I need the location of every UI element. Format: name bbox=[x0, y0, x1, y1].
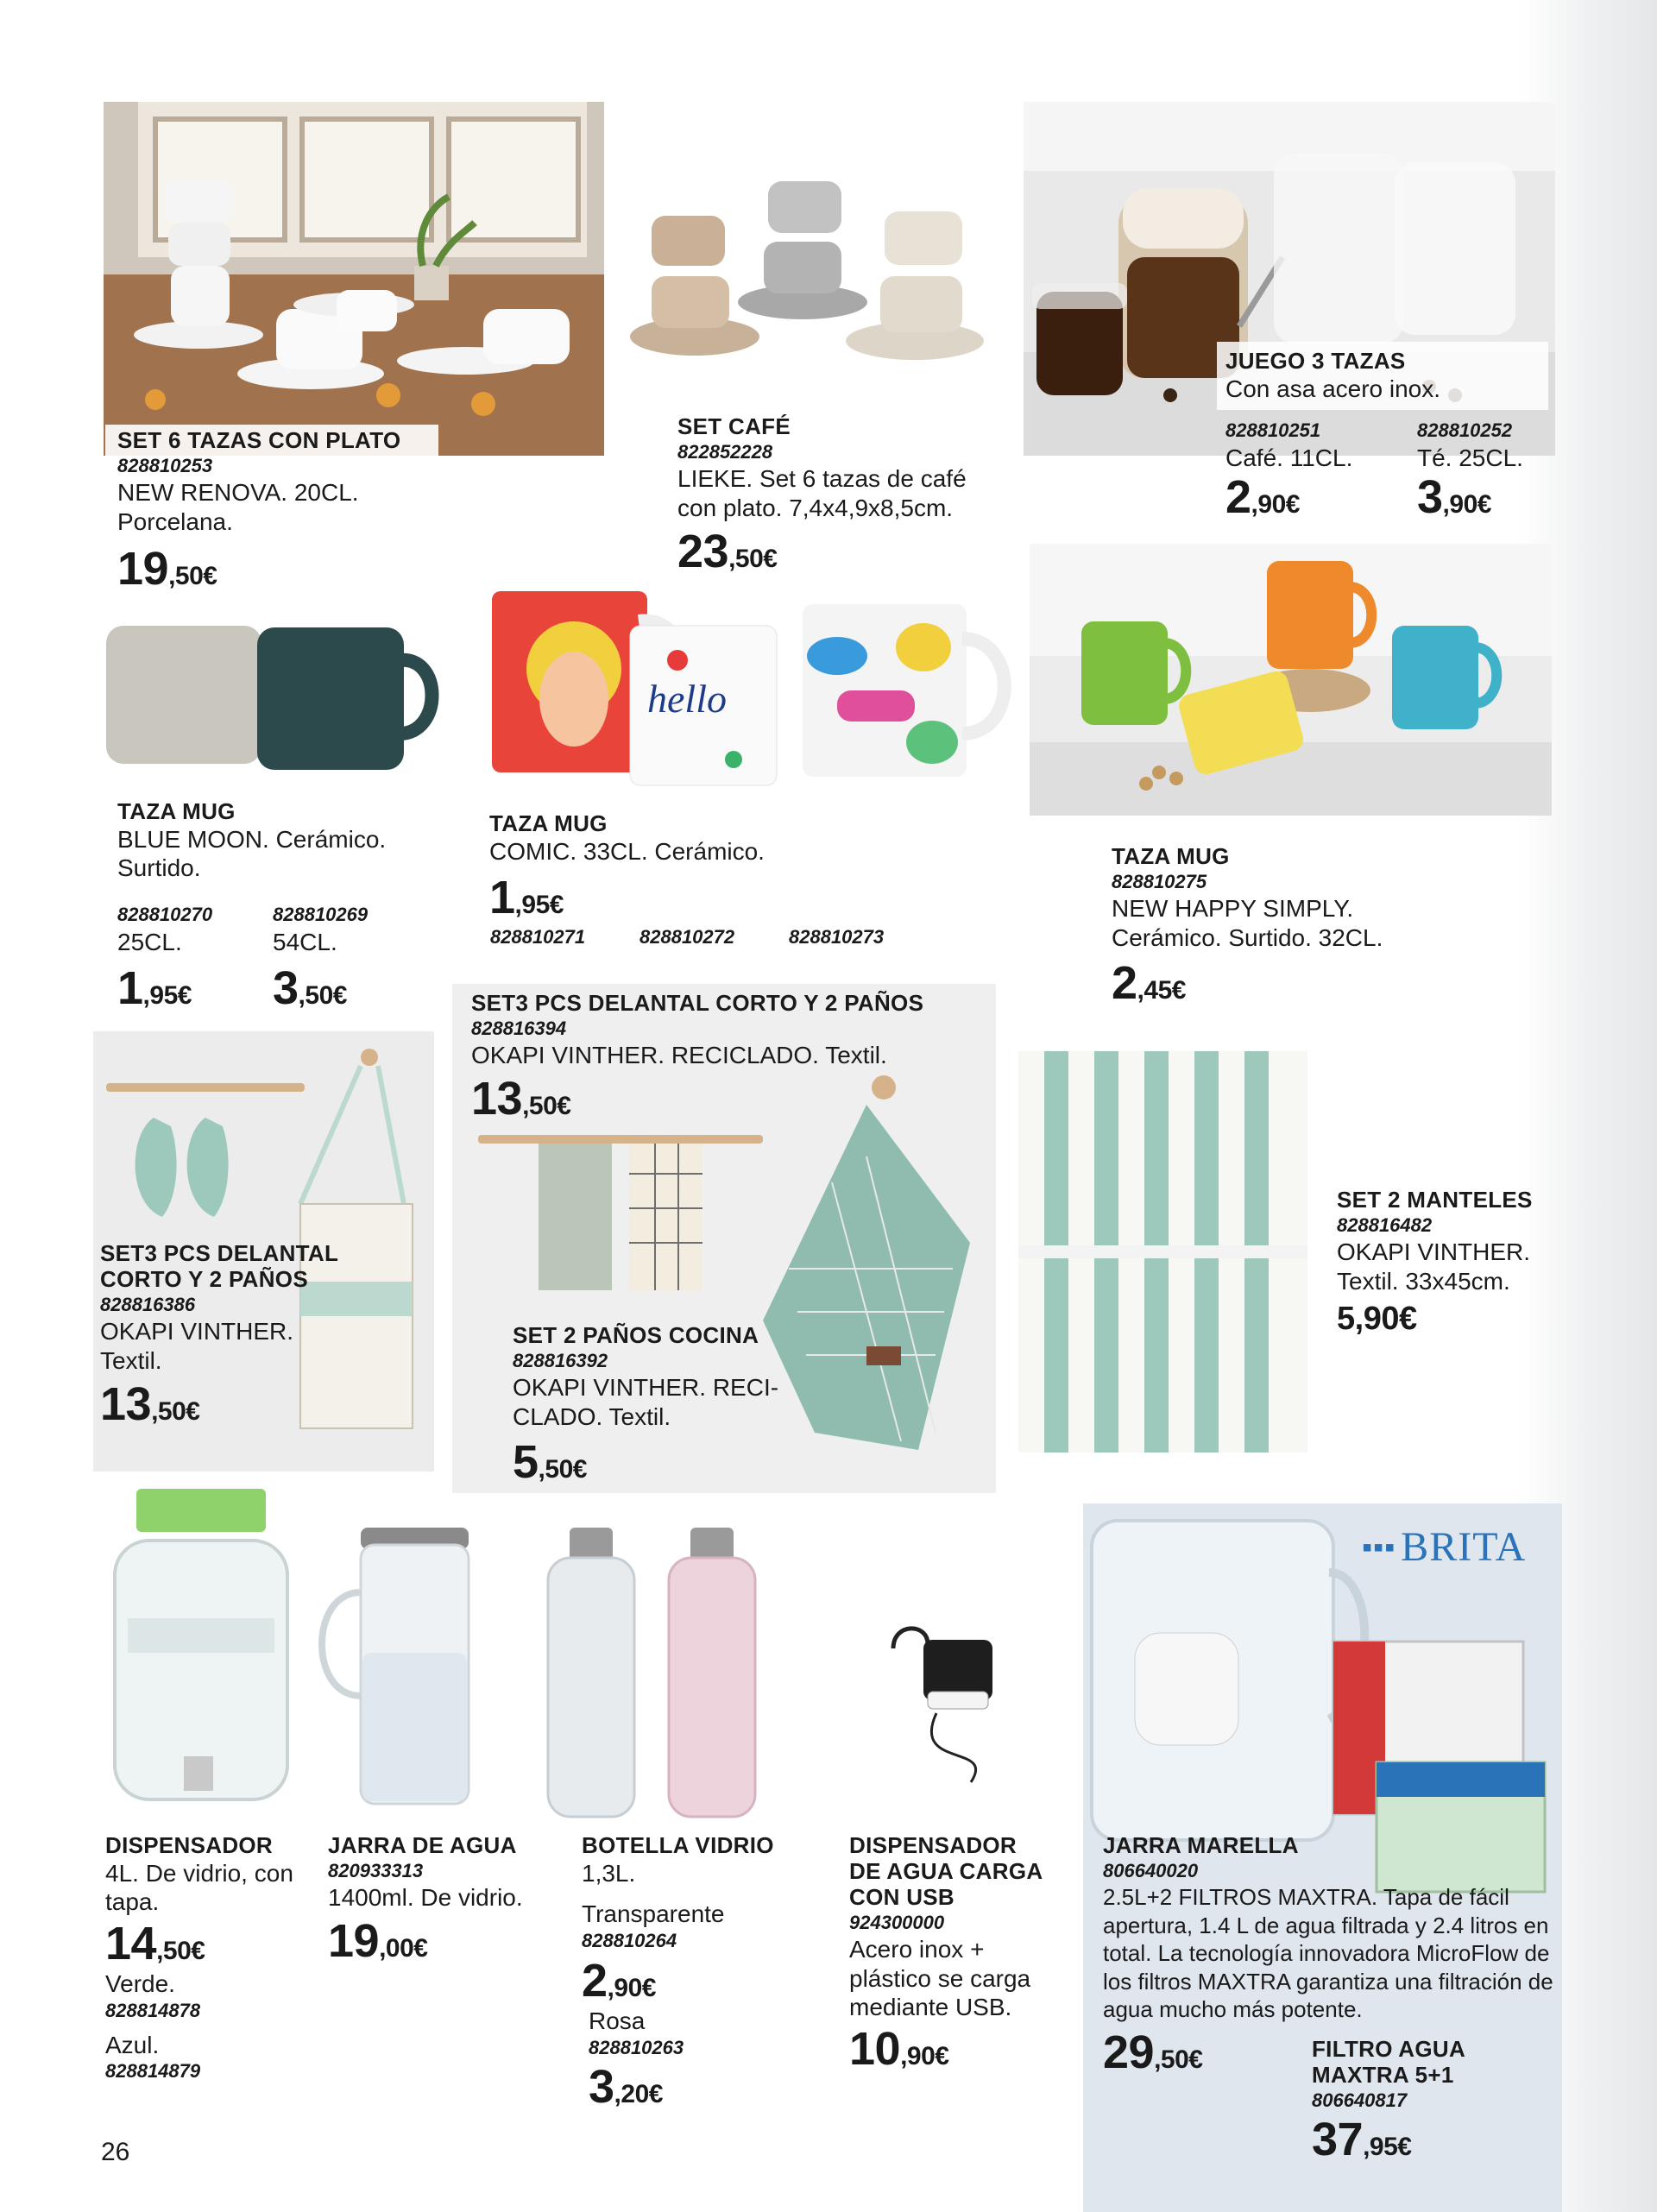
product-price: 23,50€ bbox=[677, 525, 778, 577]
product-name: TAZA MUG bbox=[1112, 843, 1230, 869]
variant-code-2: 828810272 bbox=[639, 926, 735, 948]
product-dispensador-usb bbox=[849, 1833, 1074, 2075]
product-desc: 2.5L+2 FILTROS MAXTRA. Tapa de fácil apertura, 1.4 L de agua filtrada y 2.4 litros en total. La tecnología innovadora MicroFlow de los filtros MAXTRA garantiza una filtración de agua mucho más potente. bbox=[1103, 1884, 1553, 2023]
product-desc: BLUE MOON. Cerámico. Surtido. bbox=[117, 825, 387, 882]
product-desc: Con asa acero inox. bbox=[1225, 375, 1441, 402]
product-desc: NEW RENOVA. 20CL. Porcelana. bbox=[117, 479, 359, 536]
photo-botellas bbox=[544, 1523, 785, 1821]
product-code: 806640020 bbox=[1103, 1859, 1199, 1881]
product-botella-vidrio bbox=[582, 1833, 806, 2114]
product-dispensador bbox=[105, 1833, 321, 2084]
variant-code: 828810270 bbox=[117, 904, 213, 925]
variant-code-rosa: 828810263 bbox=[589, 2036, 684, 2058]
product-code: 828816392 bbox=[513, 1349, 608, 1371]
product-code: 822852228 bbox=[677, 440, 773, 463]
product-price: 29,50€ bbox=[1103, 2026, 1203, 2078]
product-name: BOTELLA VIDRIO bbox=[582, 1832, 774, 1858]
variant-label: 25CL. bbox=[117, 928, 182, 955]
product-set3-delantal-corto bbox=[100, 1241, 350, 1430]
product-desc: 1,3L. bbox=[582, 1859, 636, 1887]
product-name: JARRA MARELLA bbox=[1103, 1832, 1299, 1858]
product-code: 806640817 bbox=[1312, 2089, 1408, 2111]
variant-label-transparente: Transparente bbox=[582, 1900, 725, 1928]
product-name: SET3 PCS DELANTAL CORTO Y 2 PAÑOS bbox=[100, 1240, 339, 1292]
photo-taza-mug-comic bbox=[492, 587, 1027, 794]
photo-taza-mug-happy-simply bbox=[1030, 544, 1552, 816]
product-price: 13,50€ bbox=[471, 1073, 571, 1125]
product-name: SET 2 PAÑOS COCINA bbox=[513, 1322, 759, 1348]
variant-code-azul: 828814879 bbox=[105, 2060, 201, 2083]
product-price: 10,90€ bbox=[849, 2023, 949, 2076]
variant-price-rosa: 3,20€ bbox=[589, 2061, 663, 2114]
product-jarra-agua bbox=[328, 1833, 544, 1967]
product-price: 1,95€ bbox=[489, 872, 564, 924]
variant-54cl bbox=[273, 903, 368, 1015]
product-taza-mug-happy-simply bbox=[1112, 844, 1474, 1009]
product-price: 37,95€ bbox=[1312, 2114, 1412, 2166]
product-price: 19,50€ bbox=[117, 542, 217, 595]
svg-text:hello: hello bbox=[647, 677, 727, 721]
variant-code-3: 828810273 bbox=[789, 926, 885, 948]
product-juego-3-tazas bbox=[1217, 342, 1548, 410]
product-desc: OKAPI VINTHER. Textil. bbox=[100, 1318, 294, 1374]
variant-code: 828810252 bbox=[1417, 419, 1513, 441]
product-name: JARRA DE AGUA bbox=[328, 1832, 517, 1858]
product-desc: Acero inox + plástico se carga mediante USB. bbox=[849, 1936, 1031, 2021]
photo-jarra-agua bbox=[300, 1523, 495, 1821]
product-name: SET CAFÉ bbox=[677, 413, 791, 439]
photo-set-6-tazas bbox=[104, 102, 604, 456]
product-desc: LIEKE. Set 6 tazas de café con plato. 7,4x4,9x8,5cm. bbox=[677, 465, 967, 522]
product-taza-mug-comic bbox=[489, 811, 973, 924]
product-name: JUEGO 3 TAZAS bbox=[1225, 348, 1406, 374]
product-desc: OKAPI VINTHER. Textil. 33x45cm. bbox=[1337, 1238, 1531, 1295]
product-code: 828816482 bbox=[1337, 1213, 1433, 1236]
variant-code-verde: 828814878 bbox=[105, 2000, 201, 2022]
product-code: 924300000 bbox=[849, 1911, 945, 1933]
product-code: 828816394 bbox=[471, 1017, 567, 1039]
product-name: DISPENSADOR DE AGUA CARGA CON USB bbox=[849, 1832, 1043, 1910]
product-set-6-tazas bbox=[105, 425, 438, 595]
photo-dispensador bbox=[102, 1489, 300, 1825]
product-set3-delantal-panos bbox=[471, 991, 989, 1125]
product-price: 14,50€ bbox=[105, 1918, 205, 1970]
product-name: DISPENSADOR bbox=[105, 1832, 273, 1858]
photo-manteles bbox=[1018, 1051, 1307, 1453]
variant-label-rosa: Rosa bbox=[589, 2007, 646, 2035]
product-price: 5,90€ bbox=[1337, 1300, 1417, 1337]
variant-label: Café. 11CL. bbox=[1225, 444, 1353, 471]
product-name: TAZA MUG bbox=[489, 810, 608, 836]
variant-code-1: 828810271 bbox=[490, 926, 586, 948]
product-desc: COMIC. 33CL. Cerámico. bbox=[489, 837, 765, 865]
product-set-cafe bbox=[677, 414, 1023, 577]
product-taza-mug-blue-moon bbox=[117, 799, 428, 883]
variant-cafe bbox=[1225, 419, 1352, 524]
variant-te bbox=[1417, 419, 1523, 524]
product-desc: 4L. De vidrio, con tapa. bbox=[105, 1859, 293, 1916]
product-price: 13,50€ bbox=[100, 1377, 200, 1430]
photo-dispensador-usb bbox=[876, 1597, 1023, 1787]
variant-price: 3,90€ bbox=[1417, 471, 1491, 524]
variant-25cl bbox=[117, 903, 212, 1015]
product-desc: NEW HAPPY SIMPLY. Cerámico. Surtido. 32CL. bbox=[1112, 895, 1383, 952]
product-name: SET 6 TAZAS CON PLATO bbox=[117, 427, 401, 453]
product-code: 828810253 bbox=[117, 454, 213, 476]
page-number: 26 bbox=[101, 2138, 130, 2166]
product-desc: OKAPI VINTHER. RECI- CLADO. Textil. bbox=[513, 1374, 779, 1431]
variant-label: Té. 25CL. bbox=[1417, 444, 1523, 471]
photo-set-cafe bbox=[630, 164, 992, 388]
variant-label: 54CL. bbox=[273, 928, 337, 955]
brita-logo: ▪▪▪ BRITA bbox=[1362, 1524, 1527, 1570]
product-price: 2,45€ bbox=[1112, 956, 1186, 1009]
photo-taza-mug-blue-moon bbox=[102, 617, 447, 777]
product-set-2-manteles bbox=[1337, 1188, 1561, 1337]
variant-code: 828810251 bbox=[1225, 419, 1321, 441]
product-code: 828816386 bbox=[100, 1293, 196, 1315]
variant-code-transparente: 828810264 bbox=[582, 1930, 677, 1952]
product-filtro-maxtra bbox=[1312, 2037, 1536, 2166]
variant-price: 1,95€ bbox=[117, 962, 192, 1015]
variant-price: 3,50€ bbox=[273, 962, 347, 1015]
product-code: 828810275 bbox=[1112, 870, 1207, 892]
product-desc: 1400ml. De vidrio. bbox=[328, 1884, 523, 1912]
variant-price: 2,90€ bbox=[1225, 471, 1300, 524]
variant-label-azul: Azul. bbox=[105, 2031, 160, 2058]
product-name: SET3 PCS DELANTAL CORTO Y 2 PAÑOS bbox=[471, 990, 924, 1016]
product-price: 5,50€ bbox=[513, 1435, 587, 1488]
product-name: FILTRO AGUA MAXTRA 5+1 bbox=[1312, 2036, 1466, 2088]
product-set-2-panos bbox=[513, 1323, 797, 1488]
product-name: SET 2 MANTELES bbox=[1337, 1187, 1533, 1213]
product-name: TAZA MUG bbox=[117, 798, 236, 824]
product-code: 820933313 bbox=[328, 1859, 424, 1881]
product-price: 19,00€ bbox=[328, 1915, 428, 1968]
variant-code: 828810269 bbox=[273, 904, 369, 925]
product-desc: OKAPI VINTHER. RECICLADO. Textil. bbox=[471, 1042, 887, 1069]
variant-price-transparente: 2,90€ bbox=[582, 1954, 656, 2007]
variant-label-verde: Verde. bbox=[105, 1970, 175, 1998]
